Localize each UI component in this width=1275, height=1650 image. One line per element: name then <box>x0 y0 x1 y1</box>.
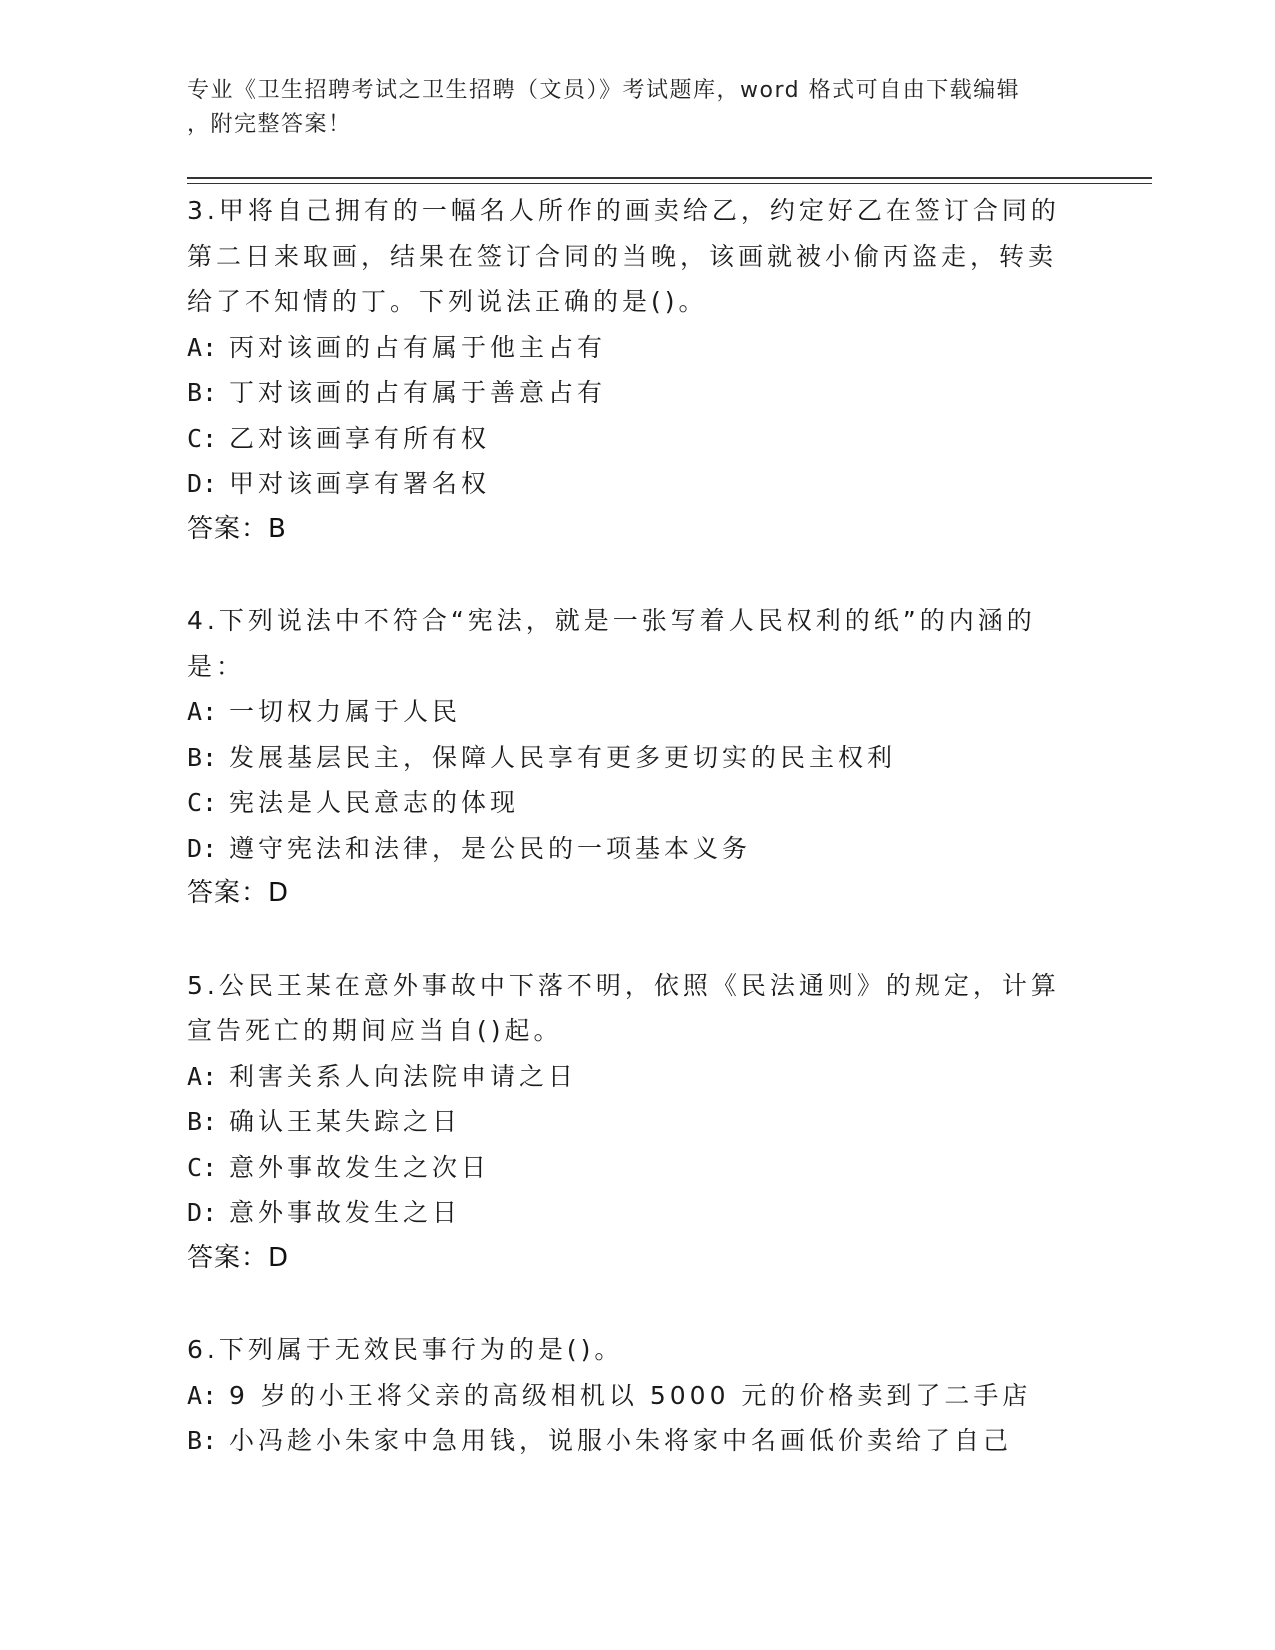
option-text: 丙对该画的占有属于他主占有 <box>217 332 607 362</box>
question-block <box>187 1327 1067 1464</box>
header-line-1: 专业《卫生招聘考试之卫生招聘（文员）》考试题库，word 格式可自由下载编辑 <box>187 78 1021 103</box>
answer-option <box>187 1099 1067 1145</box>
question-block <box>187 188 1067 552</box>
answer-option <box>187 780 1067 826</box>
option-letter: B: <box>187 742 218 772</box>
document-header <box>187 74 1067 142</box>
option-letter: B: <box>187 1107 218 1136</box>
answer-key: 答案：D <box>187 878 290 908</box>
option-text: 9 岁的小王将父亲的高级相机以 5000 元的价格卖到了二手店 <box>217 1380 1032 1410</box>
answer-key: 答案：D <box>187 1242 290 1273</box>
option-letter: B: <box>187 378 218 407</box>
question-stem-line: 宣告死亡的期间应当自()起。 <box>187 1016 563 1045</box>
answer-option <box>187 1054 1067 1100</box>
option-text: 小冯趁小朱家中急用钱，说服小朱将家中名画低价卖给了自己 <box>217 1426 1013 1455</box>
option-letter: D: <box>187 1198 218 1227</box>
answer-option <box>187 325 1067 371</box>
option-text: 发展基层民主，保障人民享有更多更切实的民主权利 <box>217 742 897 772</box>
answer-option <box>187 735 1067 781</box>
question-stem-line: 6.下列属于无效民事行为的是()。 <box>187 1335 624 1364</box>
option-letter: A: <box>187 1380 218 1410</box>
question-stem-line: 第二日来取画，结果在签订合同的当晚，该画就被小偷丙盗走，转卖 <box>187 241 1058 271</box>
option-text: 确认王某失踪之日 <box>217 1107 462 1136</box>
question-stem-line: 是： <box>187 651 246 681</box>
option-text: 意外事故发生之日 <box>217 1198 462 1227</box>
option-letter: B: <box>187 1426 218 1455</box>
answer-option <box>187 1145 1067 1191</box>
option-text: 意外事故发生之次日 <box>217 1152 491 1182</box>
option-text: 乙对该画享有所有权 <box>217 423 491 453</box>
answer-option <box>187 1373 1067 1419</box>
answer-option <box>187 689 1067 735</box>
option-text: 宪法是人民意志的体现 <box>217 788 520 817</box>
option-letter: D: <box>187 833 218 863</box>
answer-option <box>187 1418 1067 1464</box>
option-letter: A: <box>187 332 218 362</box>
option-letter: C: <box>187 423 218 453</box>
option-text: 丁对该画的占有属于善意占有 <box>217 378 607 407</box>
option-letter: D: <box>187 469 218 498</box>
question-stem-line: 4.下列说法中不符合“宪法，就是一张写着人民权利的纸”的内涵的 <box>187 606 1036 635</box>
option-text: 一切权力属于人民 <box>217 697 462 726</box>
option-letter: A: <box>187 697 218 726</box>
header-rule-top <box>187 177 1152 179</box>
option-letter: C: <box>187 1152 218 1182</box>
answer-option <box>187 826 1067 872</box>
answer-option <box>187 416 1067 462</box>
question-stem-line: 5.公民王某在意外事故中下落不明，依照《民法通则》的规定，计算 <box>187 970 1060 1000</box>
option-text: 甲对该画享有署名权 <box>217 469 491 498</box>
answer-option <box>187 461 1067 507</box>
header-rule-bottom <box>187 183 1152 184</box>
question-block <box>187 598 1067 917</box>
option-text: 利害关系人向法院申请之日 <box>217 1061 578 1091</box>
answer-option <box>187 370 1067 416</box>
question-stem-line: 3.甲将自己拥有的一幅名人所作的画卖给乙，约定好乙在签订合同的 <box>187 196 1060 225</box>
option-letter: A: <box>187 1061 218 1091</box>
header-line-2: ，附完整答案！ <box>187 112 352 137</box>
answer-key: 答案：B <box>187 513 287 544</box>
question-list <box>187 188 1067 1510</box>
option-text: 遵守宪法和法律，是公民的一项基本义务 <box>217 833 752 863</box>
question-stem-line: 给了不知情的丁。下列说法正确的是()。 <box>187 287 708 316</box>
answer-option <box>187 1190 1067 1236</box>
question-block <box>187 963 1067 1282</box>
option-letter: C: <box>187 788 218 817</box>
